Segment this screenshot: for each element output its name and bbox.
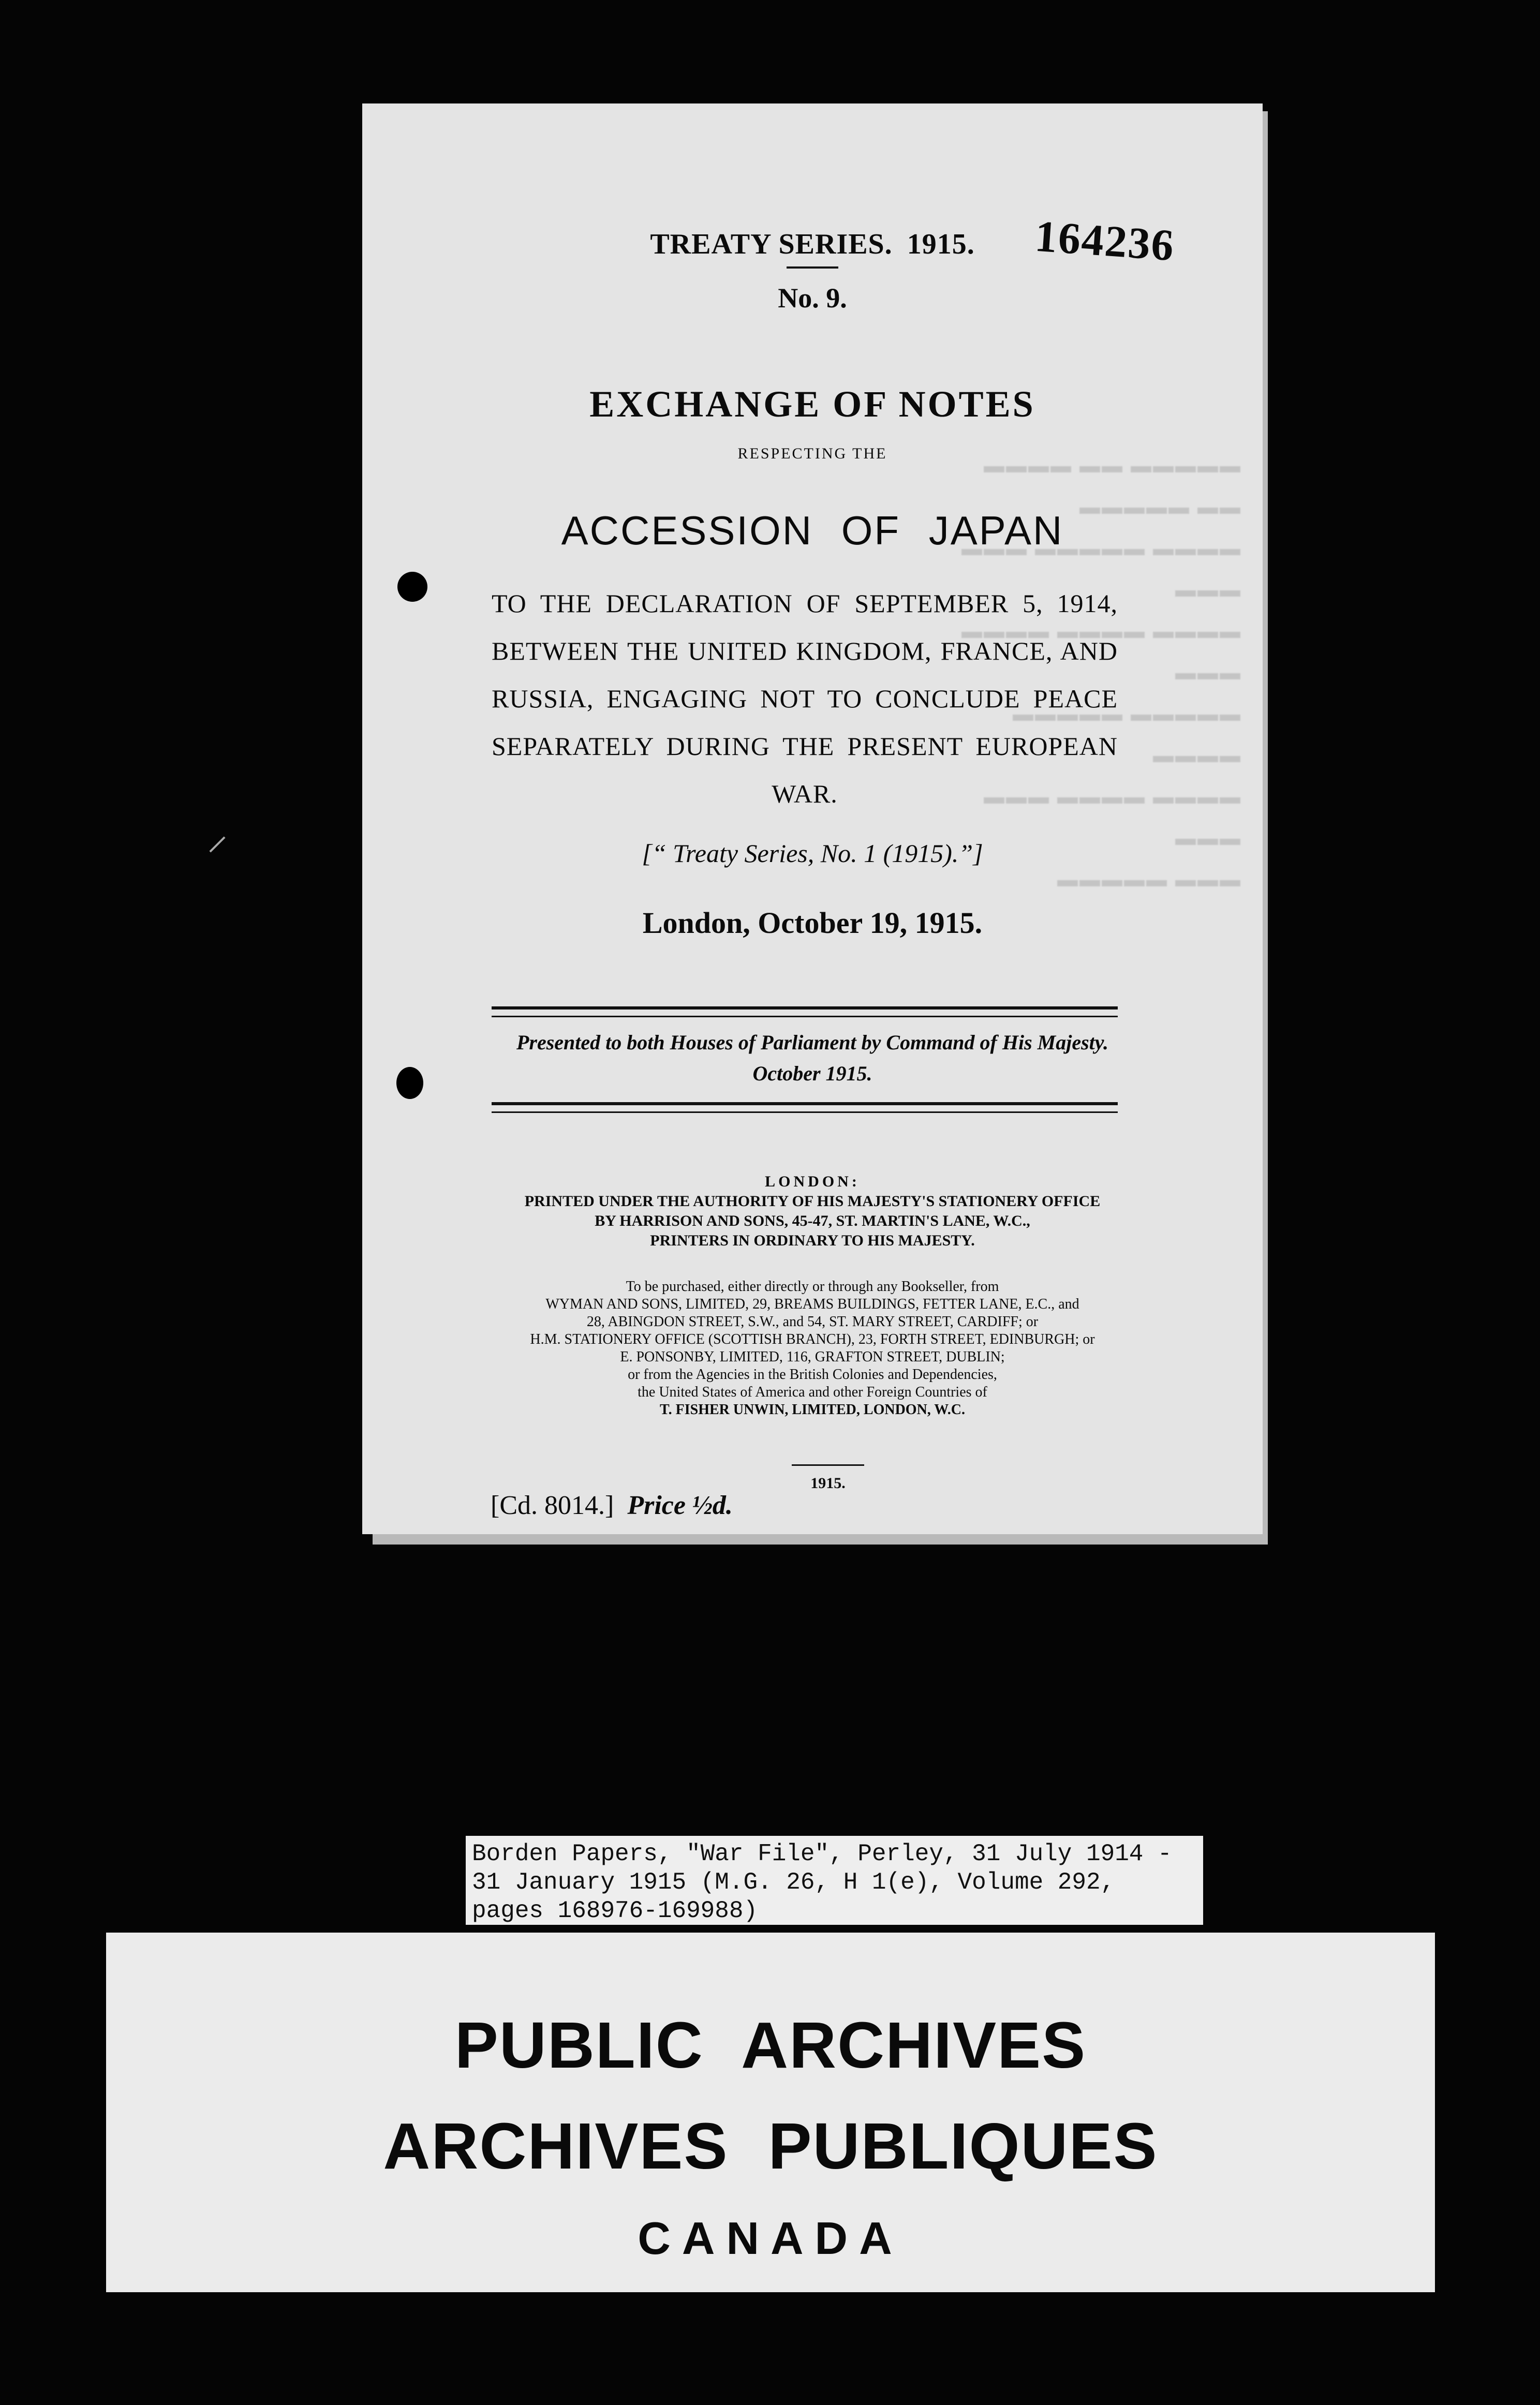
document-subject: ACCESSION OF JAPAN (561, 508, 1064, 553)
place-date: London, October 19, 1915. (642, 906, 983, 940)
purchase-line: H.M. STATIONERY OFFICE (SCOTTISH BRANCH), 23, FORTH STREET, EDINBURGH; or (530, 1331, 1095, 1347)
document-title: EXCHANGE OF NOTES (589, 383, 1035, 425)
punch-hole-bottom (396, 1067, 423, 1099)
purchase-block (362, 1278, 1263, 1419)
presented-line-1: Presented to both Houses of Parliament by Command of His Majesty. (516, 1031, 1109, 1054)
punch-hole-top (397, 572, 427, 602)
purchase-line: T. FISHER UNWIN, LIMITED, LONDON, W.C. (660, 1402, 965, 1418)
print-year: 1915. (810, 1475, 846, 1492)
command-paper-number: [Cd. 8014.] (491, 1491, 614, 1520)
reference-line: 31 January 1915 (M.G. 26, H 1(e), Volume 292, (472, 1869, 1115, 1896)
treaty-reference: [“ Treaty Series, No. 1 (1915).”] (642, 839, 983, 868)
double-rule-top (492, 1006, 1118, 1017)
purchase-line: E. PONSONBY, LIMITED, 116, GRAFTON STREET, DUBLIN; (620, 1349, 1005, 1365)
price: Price ½d. (627, 1491, 733, 1520)
public-archives-banner (106, 1933, 1435, 2292)
respecting-line: RESPECTING THE (737, 445, 887, 462)
banner-line-country: CANADA (638, 2213, 904, 2264)
film-scratch (209, 836, 225, 852)
purchase-line: or from the Agencies in the British Colonies and Dependencies, (628, 1367, 997, 1383)
purchase-line: WYMAN AND SONS, LIMITED, 29, BREAMS BUILDINGS, FETTER LANE, E.C., and (545, 1296, 1079, 1312)
purchase-line: the United States of America and other Foreign Countries of (638, 1384, 987, 1400)
bleed-through-text: ▬▬▬▬ ▬▬ ▬▬▬▬▬ ▬▬▬▬▬ ▬▬ ▬▬▬ ▬▬▬▬▬ ▬▬▬▬ ▬▬▬ ▬▬▬▬ ▬▬▬▬ ▬▬▬▬ ▬▬▬ ▬▬▬▬▬ ▬▬▬▬▬ ▬▬▬▬ ▬▬▬ ▬▬▬▬ ▬▬▬▬ ▬▬▬ ▬▬▬▬▬ ▬▬▬ (961, 454, 1242, 891)
heading-rule (787, 266, 838, 269)
imprint-line: PRINTERS IN ORDINARY TO HIS MAJESTY. (650, 1232, 975, 1249)
archive-stamp-number: 164236 (1033, 211, 1177, 271)
imprint-block (362, 1172, 1263, 1251)
banner-line-english: PUBLIC ARCHIVES (454, 2009, 1087, 2082)
document-description: TO THE DECLARATION OF SEPTEMBER 5, 1914, BETWEEN THE UNITED KINGDOM, FRANCE, AND RUSSIA, ENGAGING NOT TO CONCLUDE PEACE SEPARATELY DURING THE PRESENT EUROPEAN WAR. (492, 589, 1118, 808)
imprint-line: PRINTED UNDER THE AUTHORITY OF HIS MAJESTY'S STATIONERY OFFICE (524, 1193, 1101, 1210)
year-rule (792, 1464, 864, 1466)
double-rule-bottom (492, 1102, 1118, 1113)
imprint-line: LONDON: (765, 1173, 860, 1190)
archive-reference-label (466, 1836, 1203, 1925)
purchase-line: 28, ABINGDON STREET, S.W., and 54, ST. MARY STREET, CARDIFF; or (586, 1314, 1039, 1330)
banner-line-french: ARCHIVES PUBLIQUES (383, 2110, 1158, 2183)
series-year: 1915. (907, 228, 975, 260)
imprint-line: BY HARRISON AND SONS, 45-47, ST. MARTIN'S LANE, W.C., (595, 1212, 1030, 1229)
presented-line-2: October 1915. (752, 1062, 872, 1085)
presented-note (362, 1027, 1263, 1089)
treaty-document-page (362, 103, 1263, 1534)
purchase-line: To be purchased, either directly or through any Bookseller, from (626, 1279, 999, 1295)
reference-line: Borden Papers, "War File", Perley, 31 July 1914 - (472, 1840, 1172, 1867)
series-number: No. 9. (778, 283, 847, 314)
command-paper-price (491, 1490, 733, 1521)
series-label: TREATY SERIES. (650, 228, 893, 260)
reference-line: pages 168976-169988) (472, 1897, 758, 1924)
